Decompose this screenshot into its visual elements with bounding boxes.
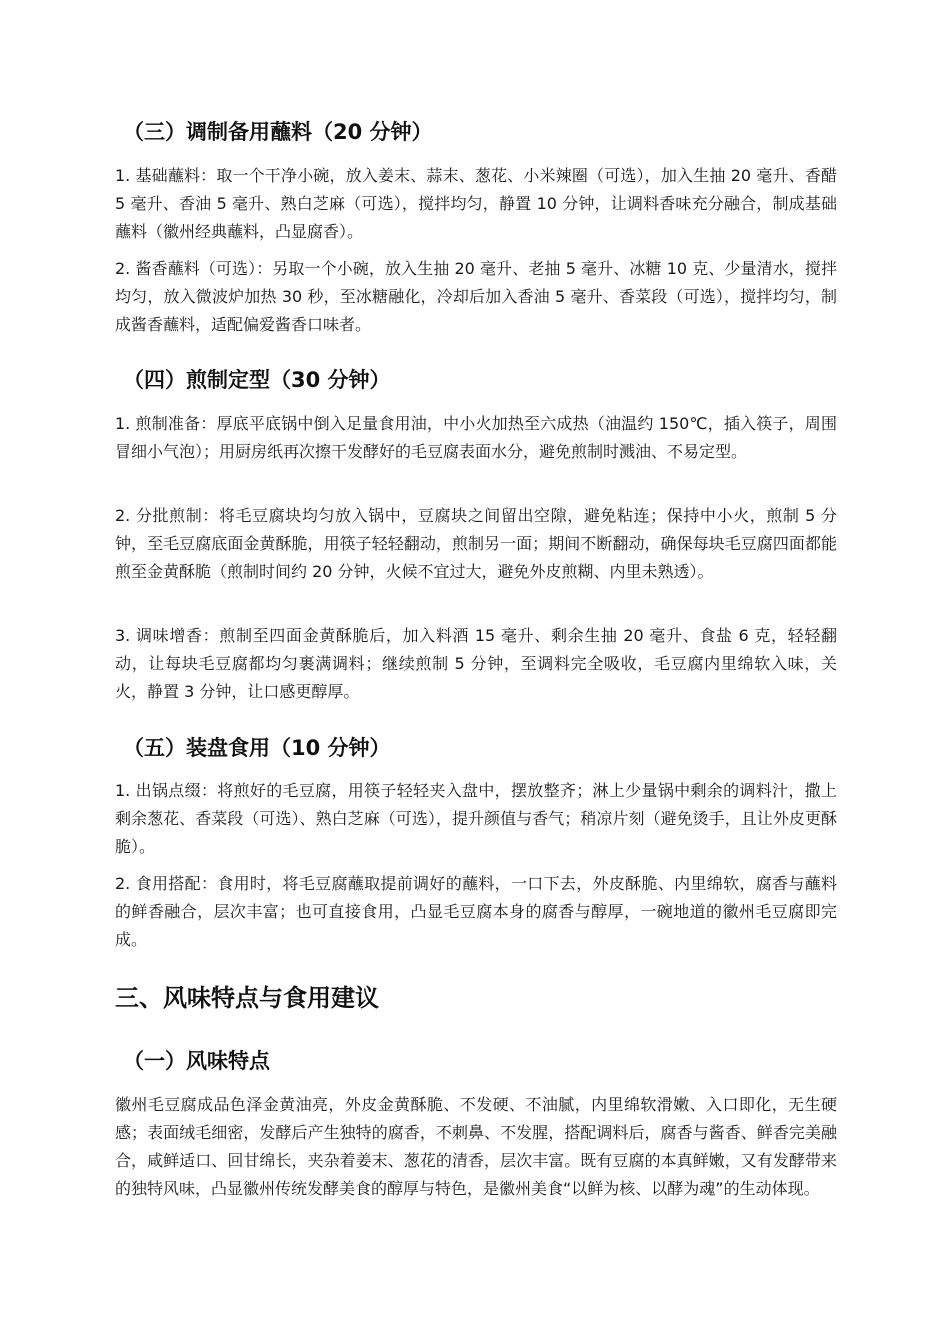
paragraph-frying-prep: 1. 煎制准备：厚底平底锅中倒入足量食用油，中小火加热至六成热（油温约 150℃，插入筷子，周围冒细小气泡）；用厨房纸再次擦干发酵好的毛豆腐表面水分，避免煎制时溅油、不易定型。 xyxy=(115,414,837,461)
section-heading-dipping-sauce: （三）调制备用蘸料（20 分钟） xyxy=(123,120,433,144)
chapter-heading-flavor: 三、风味特点与食用建议 xyxy=(115,984,379,1012)
section-heading-flavor-features: （一）风味特点 xyxy=(123,1049,270,1073)
paragraph-seasoning: 3. 调味增香：煎制至四面金黄酥脆后，加入料酒 15 毫升、剩余生抽 20 毫升、食盐 6 克，轻轻翻动，让每块毛豆腐都均匀裹满调料；继续煎制 5 分钟，至调料完全吸收，毛豆腐内里绵软入味，关火，静置 3 分钟，让口感更醇厚。 xyxy=(115,626,837,701)
paragraph-batch-frying: 2. 分批煎制：将毛豆腐块均匀放入锅中，豆腐块之间留出空隙，避免粘连；保持中小火，煎制 5 分钟，至毛豆腐底面金黄酥脆，用筷子轻轻翻动，煎制另一面；期间不断翻动，确保每块毛豆腐四面都能煎至金黄酥脆（煎制时间约 20 分钟，火候不宜过大，避免外皮煎糊、内里未熟透）。 xyxy=(115,506,837,581)
section-heading-frying: （四）煎制定型（30 分钟） xyxy=(123,368,391,392)
paragraph-serving: 2. 食用搭配：食用时，将毛豆腐蘸取提前调好的蘸料，一口下去，外皮酥脆、内里绵软，腐香与蘸料的鲜香融合，层次丰富；也可直接食用，凸显毛豆腐本身的腐香与醇厚，一碗地道的徽州毛豆腐即完成。 xyxy=(115,874,837,949)
paragraph-flavor-description: 徽州毛豆腐成品色泽金黄油亮，外皮金黄酥脆、不发硬、不油腻，内里绵软滑嫩、入口即化，无生硬感；表面绒毛细密，发酵后产生独特的腐香，不刺鼻、不发腥，搭配调料后，腐香与酱香、鲜香完美融合，咸鲜适口、回甘绵长，夹杂着姜末、葱花的清香，层次丰富。既有豆腐的本真鲜嫩，又有发酵带来的独特风味，凸显徽州传统发酵美食的醇厚与特色，是徽州美食“以鲜为核、以酵为魂”的生动体现。 xyxy=(115,1095,837,1198)
paragraph-basic-sauce: 1. 基础蘸料：取一个干净小碗，放入姜末、蒜末、葱花、小米辣圈（可选），加入生抽 20 毫升、香醋 5 毫升、香油 5 毫升、熟白芝麻（可选），搅拌均匀，静置 10 分钟，让调料香味充分融合，制成基础蘸料（徽州经典蘸料，凸显腐香）。 xyxy=(115,166,837,241)
paragraph-soy-sauce-dip: 2. 酱香蘸料（可选）：另取一个小碗，放入生抽 20 毫升、老抽 5 毫升、冰糖 10 克、少量清水，搅拌均匀，放入微波炉加热 30 秒，至冰糖融化，冷却后加入香油 5 毫升、香菜段（可选），搅拌均匀，制成酱香蘸料，适配偏爱酱香口味者。 xyxy=(115,259,837,334)
paragraph-garnish: 1. 出锅点缀：将煎好的毛豆腐，用筷子轻轻夹入盘中，摆放整齐；淋上少量锅中剩余的调料汁，撒上剩余葱花、香菜段（可选）、熟白芝麻（可选），提升颜值与香气；稍凉片刻（避免烫手，且让外皮更酥脆）。 xyxy=(115,781,837,856)
section-heading-plating: （五）装盘食用（10 分钟） xyxy=(123,736,391,760)
